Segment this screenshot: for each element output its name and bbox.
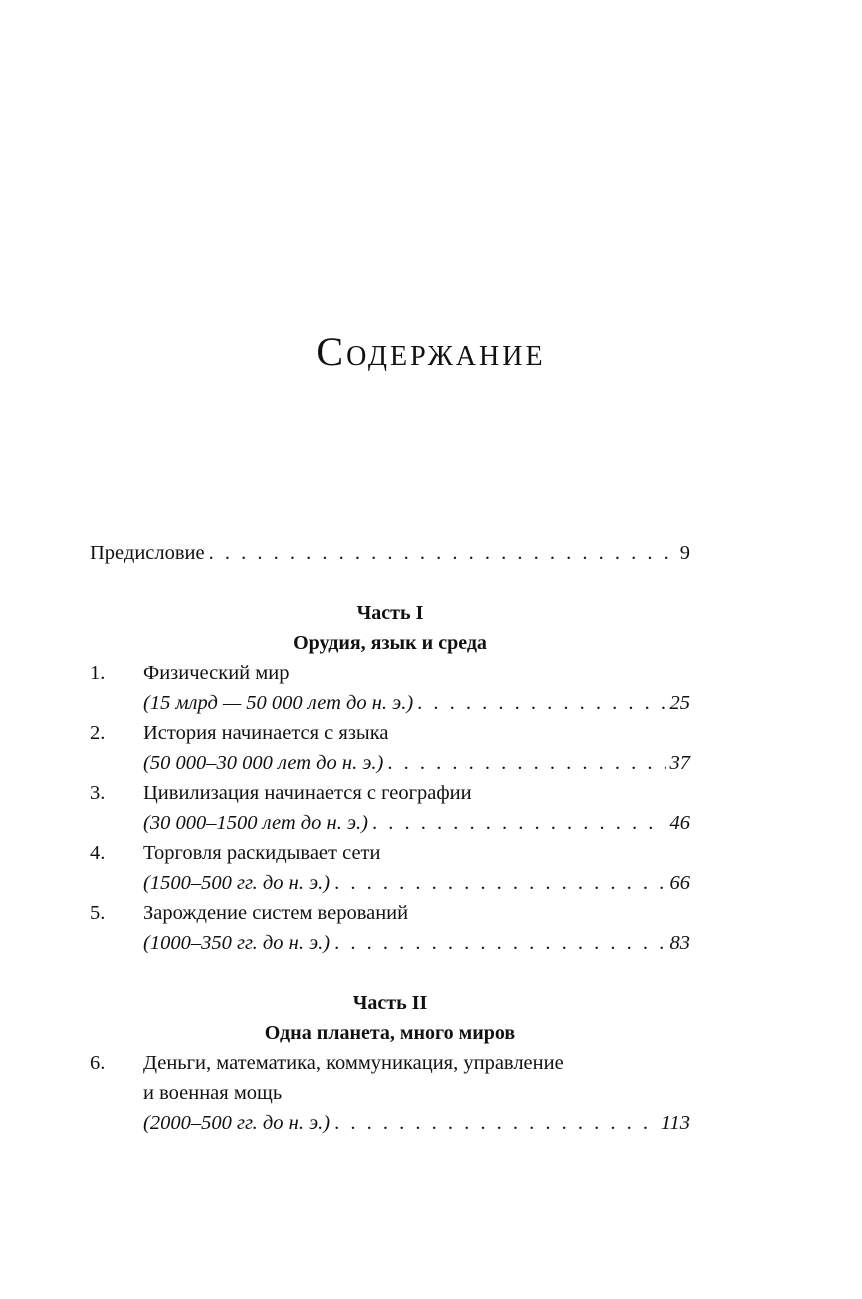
- chapter-title: Цивилизация начинается с географии: [143, 782, 472, 804]
- chapter-title: Зарождение систем верований: [143, 902, 409, 924]
- chapter-dates: (50 000–30 000 лет до н. э.): [143, 752, 384, 774]
- dot-leader: [334, 1108, 657, 1138]
- part-title: Одна планета, много миров: [264, 1022, 516, 1044]
- toc-entry-preface: [90, 538, 690, 568]
- page-number: 25: [669, 692, 690, 714]
- page-number: 9: [679, 542, 690, 564]
- dot-leader: [334, 868, 665, 898]
- chapter-number: 2.: [90, 722, 106, 744]
- chapter-dates: (15 млрд — 50 000 лет до н. э.): [143, 692, 414, 714]
- toc-entry-chapter: [90, 718, 690, 778]
- dot-leader: [417, 688, 665, 718]
- page-number: 113: [660, 1112, 690, 1134]
- chapter-number: 5.: [90, 902, 106, 924]
- dot-leader: [372, 808, 666, 838]
- chapter-dates: (2000–500 гг. до н. э.): [143, 1112, 331, 1134]
- toc-entry-chapter: [90, 838, 690, 898]
- entry-title: Предисловие: [90, 542, 205, 564]
- chapter-dates: (30 000–1500 лет до н. э.): [143, 812, 368, 834]
- toc-entry-chapter: [90, 658, 690, 718]
- chapter-title: Торговля раскидывает сети: [143, 842, 381, 864]
- chapter-number: 1.: [90, 662, 106, 684]
- dot-leader: [387, 748, 665, 778]
- chapter-title-continued: и военная мощь: [143, 1082, 283, 1104]
- page-title: Содержание: [316, 329, 546, 374]
- chapter-title: Деньги, математика, коммуникация, управление: [143, 1052, 564, 1074]
- chapter-number: 6.: [90, 1052, 106, 1074]
- dot-leader: [334, 928, 665, 958]
- part-label: Часть II: [352, 992, 428, 1014]
- part-label: Часть I: [356, 602, 424, 624]
- chapter-dates: (1500–500 гг. до н. э.): [143, 872, 331, 894]
- page-number: 66: [669, 872, 690, 894]
- toc-entry-chapter: [90, 778, 690, 838]
- page-number: 37: [669, 752, 690, 774]
- table-of-contents: [90, 538, 690, 1138]
- toc-entry-chapter: [90, 898, 690, 958]
- chapter-number: 4.: [90, 842, 106, 864]
- page-number: 46: [669, 812, 690, 834]
- chapter-title: Физический мир: [143, 662, 290, 684]
- chapter-title: История начинается с языка: [143, 722, 389, 744]
- chapter-dates: (1000–350 гг. до н. э.): [143, 932, 331, 954]
- page-number: 83: [669, 932, 690, 954]
- dot-leader: [209, 538, 676, 568]
- part-title: Орудия, язык и среда: [293, 632, 487, 654]
- chapter-number: 3.: [90, 782, 106, 804]
- toc-entry-chapter: [90, 1048, 690, 1138]
